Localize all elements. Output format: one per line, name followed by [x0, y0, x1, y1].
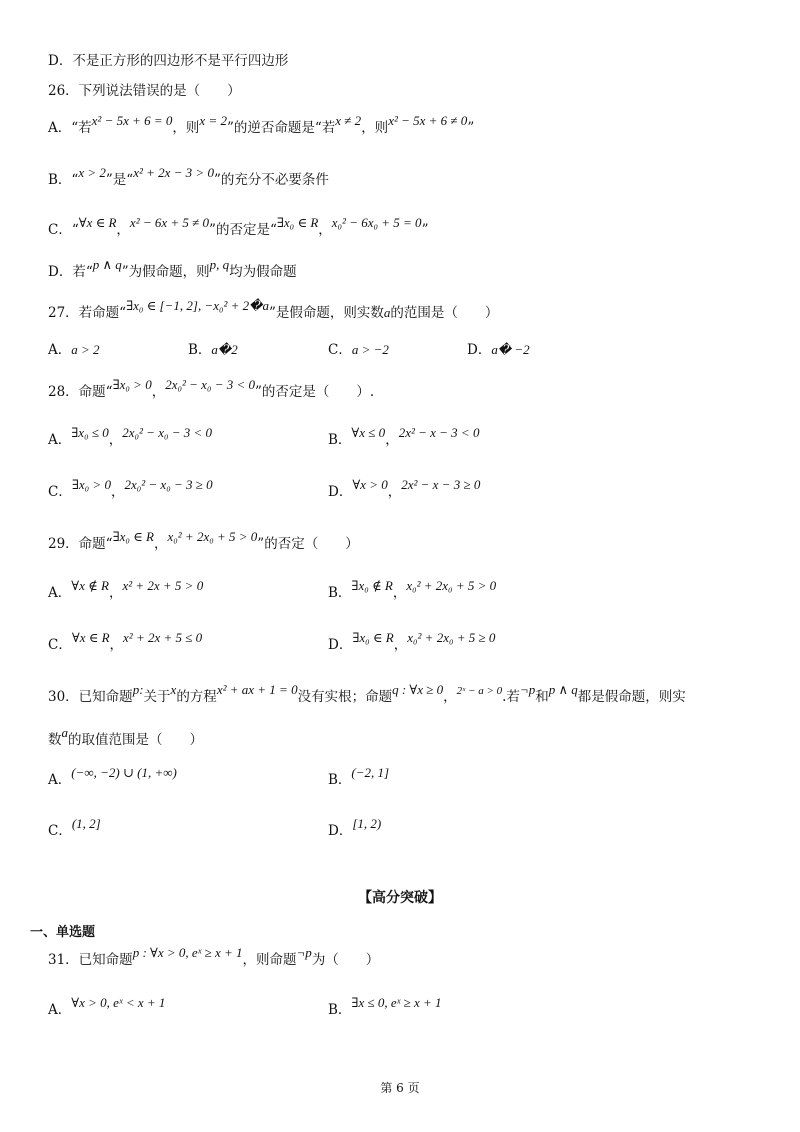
- math-expr: x² + 2x + 5 ≤ 0: [123, 630, 203, 645]
- q29-option-a: A．∀x ∉ R，x² + 2x + 5 > 0: [48, 578, 204, 601]
- math-expr: x² − 5x + 6 = 0: [91, 113, 173, 128]
- q29-stem: 29．命题“∃x₀ ∈ R，x₀² + 2x₀ + 5 > 0”的否定（ ）: [48, 529, 359, 552]
- math-expr: ∀x ∈ R: [78, 215, 117, 230]
- text: ，则命题: [242, 952, 297, 968]
- text: ”是“: [105, 172, 134, 188]
- math-expr: ∃x₀ ∈ R: [276, 215, 319, 230]
- text: 的取值范围是（ ）: [68, 732, 203, 748]
- math-var: x: [170, 682, 177, 697]
- math-expr: ∀x ≤ 0: [351, 425, 386, 440]
- text: 均为假命题: [229, 264, 297, 280]
- page-number: 第 6 页: [380, 1081, 420, 1095]
- option-label: A．: [48, 585, 72, 601]
- math-expr: p : ∀x > 0, eˣ ≥ x + 1: [132, 945, 243, 960]
- q28-stem: 28．命题“∃x₀ > 0，2x₀² − x₀ − 3 < 0”的否定是（ ）.: [48, 377, 375, 400]
- q25-option-d: [48, 52, 288, 70]
- math-expr: (−∞, −2) ∪ (1, +∞): [71, 765, 177, 780]
- math-expr: ∃x₀ > 0: [71, 477, 111, 492]
- option-label: A．: [48, 342, 72, 358]
- math-expr: a�2: [211, 342, 238, 357]
- text: 29．命题“: [48, 536, 113, 552]
- math-expr: x₀² + 2x₀ + 5 > 0: [167, 529, 258, 544]
- option-label: D．: [467, 342, 492, 358]
- text: ，则: [361, 120, 389, 136]
- math-expr: p:: [132, 682, 144, 697]
- math-expr: x² − 6x + 5 ≠ 0: [129, 215, 210, 230]
- math-expr: p ∧ q: [92, 257, 122, 272]
- math-expr: x₀² + 2x₀ + 5 > 0: [406, 578, 497, 593]
- text: ”为假命题，则: [121, 264, 210, 280]
- math-expr: x₀² + 2x₀ + 5 ≥ 0: [407, 630, 496, 645]
- q28-option-d: D．∀x > 0，2x² − x − 3 ≥ 0: [328, 477, 481, 500]
- text: ”: [421, 222, 429, 238]
- math-expr: x = 2: [199, 113, 227, 128]
- text: ”的否定（ ）: [257, 536, 359, 552]
- q28-option-c: C．∃x₀ > 0，2x₀² − x₀ − 3 ≥ 0: [48, 477, 213, 500]
- q30-option-b: [328, 765, 390, 789]
- text: 为（ ）: [311, 952, 380, 968]
- option-label: B．: [188, 342, 212, 358]
- math-expr: x² − 5x + 6 ≠ 0: [388, 113, 468, 128]
- text: 和: [535, 689, 549, 705]
- math-expr: a� −2: [491, 342, 530, 357]
- math-expr: x² + 2x + 5 > 0: [122, 578, 204, 593]
- text: ”的否定是“: [209, 222, 277, 238]
- option-label: A．: [48, 1002, 72, 1018]
- text: ”的逆否命题是“若: [226, 120, 336, 136]
- text: 的方程: [176, 689, 217, 705]
- option-label: B．: [328, 432, 352, 448]
- q27-option-b: [188, 341, 238, 359]
- text: 关于: [143, 689, 171, 705]
- math-expr: ∀x ∉ R: [71, 578, 109, 593]
- q28-option-a: A．∃x₀ ≤ 0，2x₀² − x₀ − 3 < 0: [48, 425, 213, 448]
- q26-option-b: [48, 165, 329, 189]
- option-label: B．: [328, 585, 352, 601]
- option-label: A．: [48, 432, 72, 448]
- math-expr: 2x₀² − x₀ − 3 < 0: [122, 425, 213, 440]
- option-label: D．若“: [48, 264, 93, 280]
- math-expr: 2x₀² − x₀ − 3 ≥ 0: [124, 477, 213, 492]
- option-label: A．: [48, 772, 72, 788]
- option-label: C．: [48, 637, 72, 653]
- q31-option-a: [48, 995, 166, 1019]
- math-expr: 2x² − x − 3 ≥ 0: [401, 477, 481, 492]
- q26-stem: [48, 82, 241, 100]
- q31-option-b: [328, 995, 442, 1019]
- math-expr: 2x₀² − x₀ − 3 < 0: [165, 377, 256, 392]
- math-expr: ¬p: [519, 682, 536, 697]
- math-expr: (1, 2]: [71, 816, 101, 831]
- q31-stem: [48, 945, 380, 969]
- option-label: D．: [328, 823, 353, 839]
- math-expr: (−2, 1]: [351, 765, 390, 780]
- text: .若: [502, 689, 520, 705]
- q30-option-c: [48, 816, 101, 840]
- math-expr: x² + 2x − 3 > 0: [133, 165, 214, 180]
- q29-option-d: D．∃x₀ ∈ R，x₀² + 2x₀ + 5 ≥ 0: [328, 630, 496, 653]
- option-label: C．: [48, 484, 72, 500]
- math-expr: ∃x₀ ∉ R: [351, 578, 393, 593]
- math-expr: x > 2: [78, 165, 106, 180]
- text: 27．若命题“: [48, 305, 127, 321]
- text: 没有实根；命题: [297, 689, 393, 705]
- math-expr: p ∧ q: [548, 682, 578, 697]
- math-expr: ∃x₀ ∈ R: [112, 529, 154, 544]
- text: ”的否定是（ ）.: [255, 384, 375, 400]
- q27-option-a: [48, 341, 100, 359]
- math-expr: x² + ax + 1 = 0: [216, 682, 298, 697]
- text: 都是假命题，则实: [577, 689, 686, 705]
- math-expr: ∃x ≤ 0, eˣ ≥ x + 1: [351, 995, 442, 1010]
- option-label: D．: [328, 484, 353, 500]
- text: 数: [48, 732, 62, 748]
- math-expr: ∃x₀ ∈ R: [352, 630, 394, 645]
- option-label: C．“: [48, 222, 79, 238]
- text: 28．命题“: [48, 384, 113, 400]
- math-expr: a > −2: [351, 342, 389, 357]
- q26-option-d: [48, 257, 297, 281]
- text: 30．已知命题: [48, 689, 133, 705]
- math-expr: ∀x > 0: [352, 477, 388, 492]
- math-expr: q : ∀x ≥ 0: [392, 682, 444, 697]
- math-expr: ∀x > 0, eˣ < x + 1: [71, 995, 166, 1010]
- math-expr: x₀² − 6x₀ + 5 = 0: [331, 215, 422, 230]
- math-var: a: [383, 305, 391, 320]
- q27-option-c: [328, 341, 389, 359]
- text: ”的充分不必要条件: [213, 172, 329, 188]
- option-label: C．: [328, 342, 352, 358]
- q30-option-a: [48, 765, 177, 789]
- section-title: 【高分突破】: [358, 890, 442, 906]
- q30-stem: 30．已知命题p:关于x的方程x² + ax + 1 = 0没有实根；命题q : ∀x ≥ 0，$^{2ˣ - a > 0}$.若¬p和p ∧ q都是假命题，则实: [48, 682, 686, 705]
- q26-option-c: C．“∀x ∈ R，x² − 6x + 5 ≠ 0”的否定是“∃x₀ ∈ R，x₀² − 6x₀ + 5 = 0”: [48, 215, 429, 238]
- option-label: C．: [48, 823, 72, 839]
- math-expr: 2x² − x − 3 < 0: [398, 425, 480, 440]
- math-var: a: [61, 725, 68, 740]
- math-expr: ∃x₀ ≤ 0: [71, 425, 109, 440]
- math-expr: ∃x₀ > 0: [112, 377, 152, 392]
- math-expr: ∀x ∈ R: [71, 630, 110, 645]
- q30-stem-line2: [48, 725, 203, 749]
- q30-option-d: [328, 816, 382, 840]
- option-label: B．: [328, 772, 352, 788]
- subsection-title: 一、单选题: [30, 925, 96, 940]
- q28-option-b: B．∀x ≤ 0，2x² − x − 3 < 0: [328, 425, 480, 448]
- math-expr: p, q: [209, 257, 230, 272]
- option-label: D．: [328, 637, 353, 653]
- math-expr: [1, 2): [352, 816, 382, 831]
- q26-option-a: [48, 113, 475, 137]
- option-label: B．“: [48, 172, 79, 188]
- option-label: B．: [328, 1002, 352, 1018]
- question-text: 26．下列说法错误的是（ ）: [48, 83, 241, 99]
- text: 31．已知命题: [48, 952, 133, 968]
- math-expr: x ≠ 2: [335, 113, 362, 128]
- math-expr: 2ˣ − a > 0: [456, 685, 503, 697]
- option-text: D．不是正方形的四边形不是平行四边形: [48, 53, 289, 69]
- q27-stem: [48, 298, 499, 322]
- math-expr: a > 2: [71, 342, 100, 357]
- text: ，则: [172, 120, 200, 136]
- text: 的范围是（ ）: [390, 305, 499, 321]
- q29-option-b: B．∃x₀ ∉ R，x₀² + 2x₀ + 5 > 0: [328, 578, 497, 601]
- math-expr: ¬p: [296, 945, 312, 960]
- option-label: A．“若: [48, 120, 92, 136]
- q27-option-d: [467, 341, 530, 359]
- text: ”: [467, 120, 475, 136]
- text: ”是假命题，则实数: [269, 305, 384, 321]
- math-expr: ∃x₀ ∈ [−1, 2], −x₀² + 2�a: [126, 298, 270, 313]
- q29-option-c: C．∀x ∈ R，x² + 2x + 5 ≤ 0: [48, 630, 203, 653]
